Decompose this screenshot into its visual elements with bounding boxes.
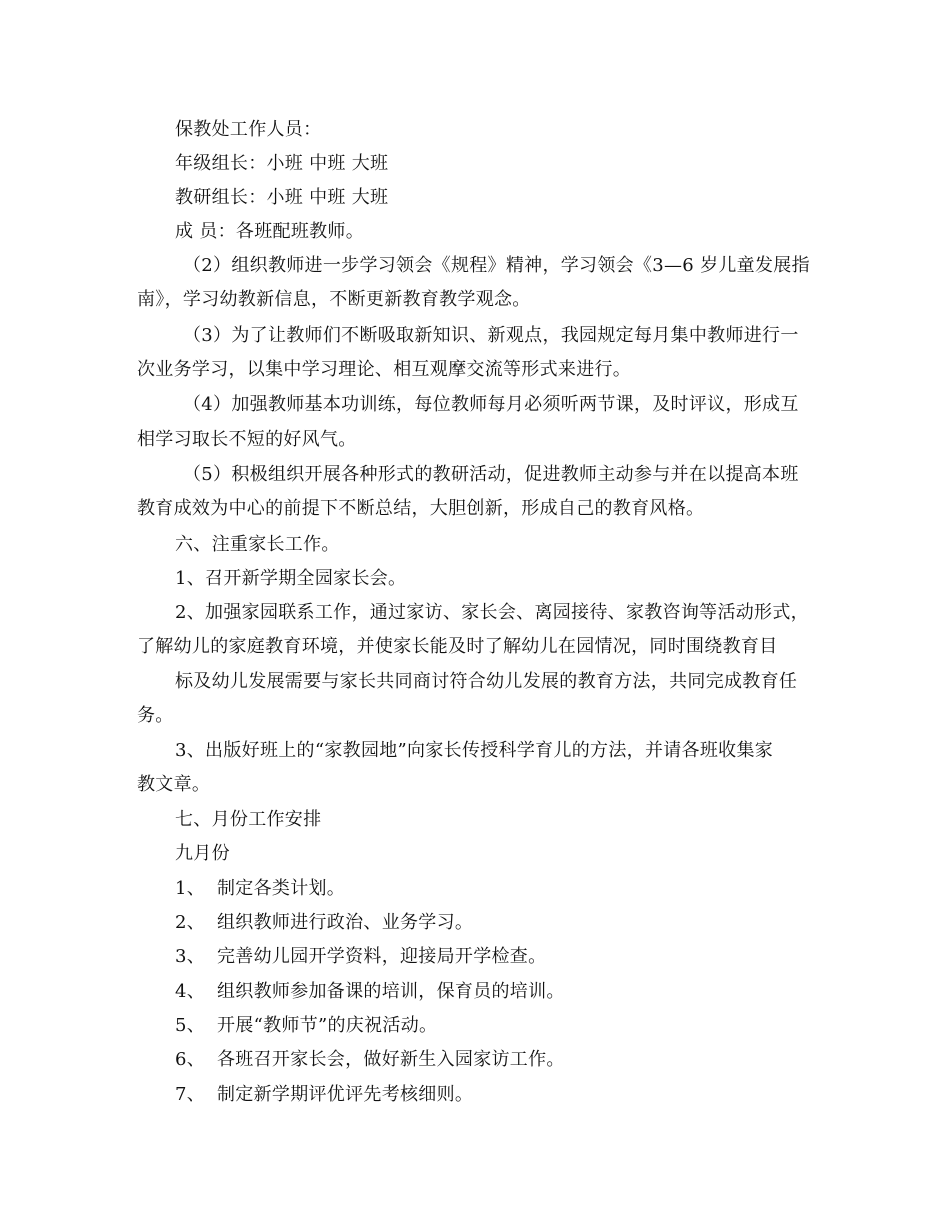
task-item bbox=[0, 1014, 950, 1038]
grade-leaders: 年级组长：小班 中班 大班 bbox=[175, 153, 389, 174]
task-text: 制定新学期评优评先考核细则。 bbox=[217, 1084, 474, 1105]
section-6-item-1: 1、召开新学期全园家长会。 bbox=[175, 568, 407, 589]
section-6-title: 六、注重家长工作。 bbox=[175, 534, 340, 555]
task-text: 完善幼儿园开学资料，迎接局开学检查。 bbox=[217, 946, 547, 967]
task-text: 组织教师进行政治、业务学习。 bbox=[217, 912, 474, 933]
item-2-line-2: 南》，学习幼教新信息，不断更新教育教学观念。 bbox=[137, 289, 531, 310]
section-6-item-2-line-2: 了解幼儿的家庭教育环境，并使家长能及时了解幼儿在园情况，同时围绕教育目 bbox=[137, 636, 778, 657]
section-6-item-3-line-1: 3、出版好班上的“家教园地”向家长传授科学育儿的方法，并请各班收集家 bbox=[175, 740, 774, 761]
task-text: 开展“教师节”的庆祝活动。 bbox=[217, 1015, 438, 1036]
task-item bbox=[0, 877, 950, 901]
task-text: 制定各类计划。 bbox=[217, 878, 346, 899]
item-4-line-1: （4）加强教师基本功训练，每位教师每月必须听两节课，及时评议，形成互 bbox=[183, 394, 799, 415]
task-number: 6、 bbox=[175, 1049, 206, 1070]
task-number: 4、 bbox=[175, 981, 206, 1002]
item-5-line-1: （5）积极组织开展各种形式的教研活动，促进教师主动参与并在以提高本班 bbox=[183, 464, 799, 485]
section-6-item-2-line-3: 标及幼儿发展需要与家长共同商讨符合幼儿发展的教育方法，共同完成教育任 bbox=[175, 671, 798, 692]
section-6-item-2-line-1: 2、加强家园联系工作，通过家访、家长会、离园接待、家教咨询等活动形式， bbox=[175, 602, 809, 623]
section-6-item-3-line-2: 教文章。 bbox=[137, 774, 211, 795]
item-2-line-1: （2）组织教师进一步学习领会《规程》精神，学习领会《3—6 岁儿童发展指 bbox=[183, 255, 810, 276]
task-item bbox=[0, 1083, 950, 1107]
section-6-item-2-line-4: 务。 bbox=[137, 705, 174, 726]
item-3-line-2: 次业务学习，以集中学习理论、相互观摩交流等形式来进行。 bbox=[137, 359, 632, 380]
task-item bbox=[0, 911, 950, 935]
section-7-title: 七、月份工作安排 bbox=[175, 809, 322, 830]
task-item bbox=[0, 945, 950, 969]
task-number: 7、 bbox=[175, 1084, 206, 1105]
staff-heading: 保教处工作人员： bbox=[175, 119, 322, 140]
item-3-line-1: （3）为了让教师们不断吸取新知识、新观点，我园规定每月集中教师进行一 bbox=[183, 325, 799, 346]
staff-members: 成 员：各班配班教师。 bbox=[175, 221, 365, 242]
month-heading: 九月份 bbox=[175, 843, 230, 864]
task-number: 5、 bbox=[175, 1015, 206, 1036]
task-text: 各班召开家长会，做好新生入园家访工作。 bbox=[217, 1049, 565, 1070]
task-number: 2、 bbox=[175, 912, 206, 933]
item-4-line-2: 相学习取长不短的好风气。 bbox=[137, 429, 357, 450]
research-leaders: 教研组长：小班 中班 大班 bbox=[175, 187, 389, 208]
task-number: 3、 bbox=[175, 946, 206, 967]
task-item bbox=[0, 1048, 950, 1072]
item-5-line-2: 教育成效为中心的前提下不断总结，大胆创新，形成自己的教育风格。 bbox=[137, 498, 705, 519]
task-item bbox=[0, 980, 950, 1004]
task-number: 1、 bbox=[175, 878, 206, 899]
task-text: 组织教师参加备课的培训，保育员的培训。 bbox=[217, 981, 565, 1002]
